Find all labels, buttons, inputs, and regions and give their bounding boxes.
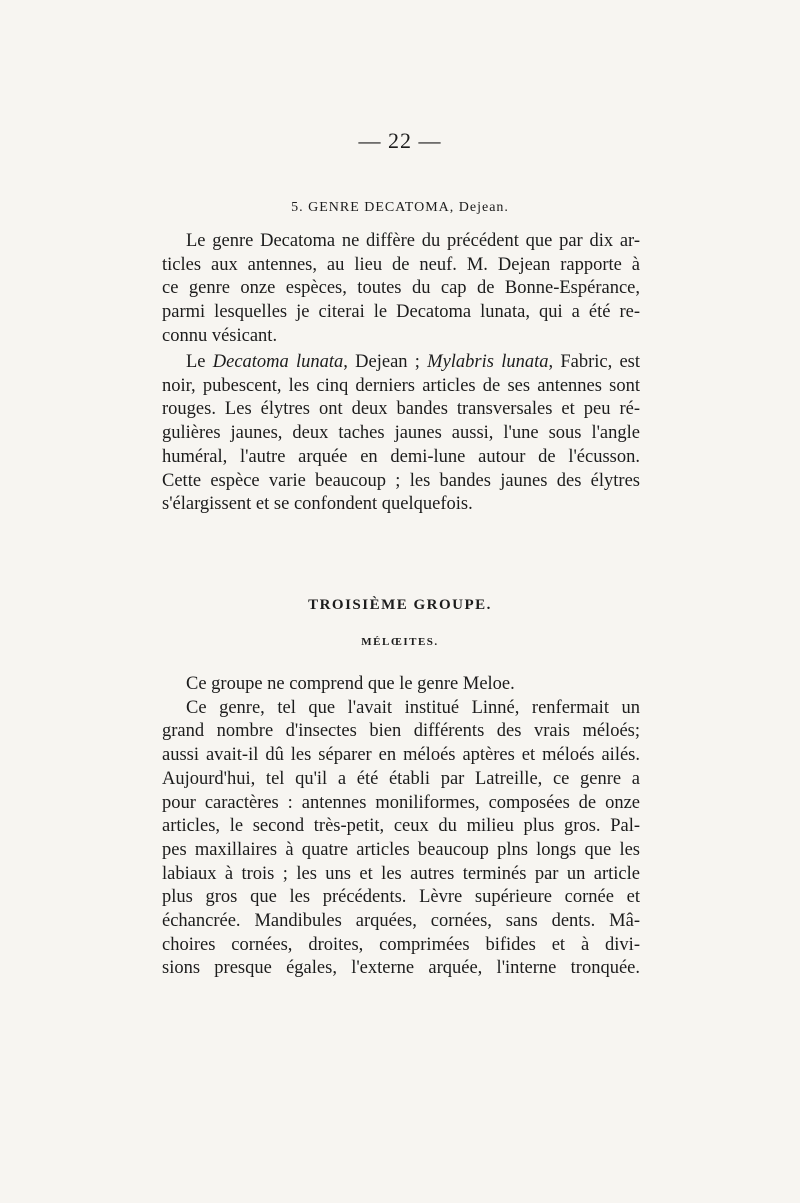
text-line: Ce groupe ne comprend que le genre Meloe. bbox=[186, 674, 515, 694]
paragraph-decatoma-lunata bbox=[162, 351, 640, 517]
text-line: ce genre onze espèces, toutes du cap de Bonne-Espérance, bbox=[162, 278, 640, 299]
text-line bbox=[162, 351, 640, 375]
text-line: Ce genre, tel que l'avait institué Linné, renfermait un bbox=[186, 697, 640, 718]
species-name: Mylabris lunata bbox=[427, 352, 549, 372]
text-line: labiaux à trois ; les uns et les autres terminés par un article bbox=[162, 863, 640, 884]
text-line: articles, le second très-petit, ceux du milieu plus gros. Pal- bbox=[162, 816, 640, 837]
text-run: Le bbox=[186, 352, 213, 372]
text-line: grand nombre d'insectes bien différents des vrais méloés; bbox=[162, 721, 640, 742]
text-line: Aujourd'hui, tel qu'il a été établi par Latreille, ce genre a bbox=[162, 768, 640, 789]
group-subtitle: MÉLŒITES. bbox=[361, 636, 439, 648]
text-run: , Dejean ; bbox=[343, 352, 428, 372]
text-line: huméral, l'autre arquée en demi-lune autour de l'écusson. bbox=[162, 446, 640, 467]
group-title: TROISIÈME GROUPE. bbox=[308, 597, 492, 613]
text-line: choires cornées, droites, comprimées bifides et à divi- bbox=[162, 934, 640, 955]
text-line: s'élargissent et se confondent quelquefois. bbox=[162, 494, 473, 515]
text-line: connu vésicant. bbox=[162, 325, 278, 346]
text-run: , Fabric, est bbox=[548, 352, 641, 372]
text-line: sions presque égales, l'externe arquée, l'interne tronquée. bbox=[162, 958, 640, 979]
text-line: échancrée. Mandibules arquées, cornées, sans dents. Mâ- bbox=[162, 911, 640, 932]
page-number: — 22 — bbox=[358, 128, 442, 153]
paragraph-meloe bbox=[162, 673, 640, 981]
text-line: rouges. Les élytres ont deux bandes transversales et peu ré- bbox=[162, 399, 640, 420]
genre-heading: 5. GENRE DECATOMA, Dejean. bbox=[291, 200, 509, 215]
text-line: ticles aux antennes, au lieu de neuf. M. Dejean rapporte à bbox=[162, 254, 640, 275]
text-line: parmi lesquelles je citerai le Decatoma lunata, qui a été re- bbox=[162, 302, 640, 323]
text-line: gulières jaunes, deux taches jaunes aussi, l'une sous l'angle bbox=[162, 423, 640, 444]
species-name: Decatoma lunata bbox=[212, 352, 344, 372]
text-line: Cette espèce varie beaucoup ; les bandes jaunes des élytres bbox=[162, 470, 640, 491]
text-line: Le genre Decatoma ne diffère du précédent que par dix ar- bbox=[186, 231, 640, 251]
text-line: aussi avait-il dû les séparer en méloés aptères et méloés ailés. bbox=[162, 745, 640, 766]
text-line: pes maxillaires à quatre articles beaucoup plns longs que les bbox=[162, 839, 640, 860]
text-line: pour caractères : antennes moniliformes, composées de onze bbox=[162, 792, 640, 813]
text-line: noir, pubescent, les cinq derniers articles de ses antennes sont bbox=[162, 375, 640, 396]
paragraph-decatoma-intro bbox=[162, 230, 640, 349]
text-line: plus gros que les précédents. Lèvre supérieure cornée et bbox=[162, 887, 640, 908]
